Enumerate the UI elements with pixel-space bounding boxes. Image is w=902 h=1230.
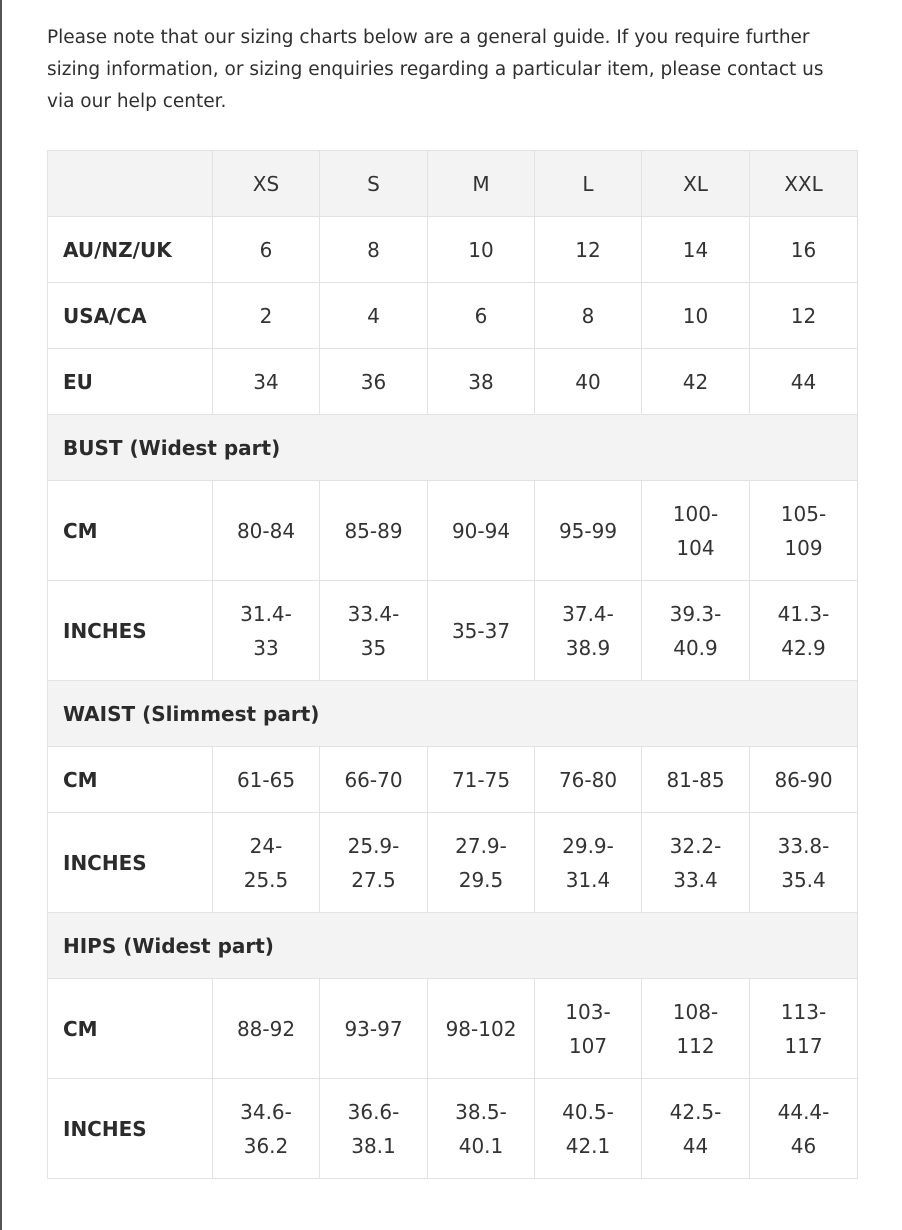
value-line: 38.9: [565, 635, 611, 660]
conversion-row: [48, 349, 858, 415]
row-label: INCHES: [48, 581, 213, 681]
value-line: 39.3-: [669, 601, 722, 626]
value-line: 81-85: [666, 767, 725, 792]
value-line: 33: [253, 635, 279, 660]
value-line: 66-70: [344, 767, 403, 792]
row-label: AU/NZ/UK: [48, 217, 213, 283]
value-line: 32.2-: [669, 833, 722, 858]
section-title: BUST (Widest part): [48, 415, 858, 481]
measurement-value-cell: [750, 481, 858, 581]
section-title: HIPS (Widest part): [48, 913, 858, 979]
conversion-row: [48, 283, 858, 349]
row-label: CM: [48, 979, 213, 1079]
value-line: 112: [676, 1033, 715, 1058]
value-line: 35: [360, 635, 387, 660]
section-header-row: [48, 681, 858, 747]
measurement-value-cell: [320, 481, 428, 581]
row-label: USA/CA: [48, 283, 213, 349]
measurement-row: [48, 813, 858, 913]
measurement-value-cell: [320, 813, 428, 913]
size-value-cell: 12: [750, 283, 858, 349]
size-value-cell: 6: [428, 283, 535, 349]
size-value-cell: 10: [428, 217, 535, 283]
value-line: 35.4: [781, 867, 826, 892]
row-label: EU: [48, 349, 213, 415]
size-header-xs: XS: [213, 151, 320, 217]
measurement-value-cell: [535, 481, 642, 581]
intro-text: Please note that our sizing charts below are a general guide. If you require further sizing information, or sizing enquiries regarding a particular item, please contact us via our help center.: [47, 27, 824, 112]
section-header-row: [48, 913, 858, 979]
value-line: 33.8-: [777, 833, 830, 858]
measurement-value-cell: [535, 747, 642, 813]
value-line: 31.4-: [240, 601, 292, 626]
size-chart-table: [47, 150, 858, 1179]
size-value-cell: 8: [535, 283, 642, 349]
size-value-cell: 10: [642, 283, 750, 349]
value-line: 42.5-: [669, 1099, 722, 1124]
value-line: 61-65: [236, 767, 296, 792]
measurement-value-cell: [213, 481, 320, 581]
value-line: 40.5-: [562, 1099, 614, 1124]
measurement-row: [48, 581, 858, 681]
measurement-value-cell: [428, 979, 535, 1079]
size-value-cell: 8: [320, 217, 428, 283]
size-value-cell: 12: [535, 217, 642, 283]
value-line: 40.1: [458, 1133, 504, 1158]
size-header-xl: XL: [642, 151, 750, 217]
value-line: 95-99: [558, 518, 618, 543]
value-line: 109: [784, 535, 823, 560]
size-value-cell: 4: [320, 283, 428, 349]
value-line: 105-: [780, 501, 827, 526]
measurement-value-cell: [428, 747, 535, 813]
value-line: 107: [568, 1033, 608, 1058]
measurement-value-cell: [535, 979, 642, 1079]
row-label: INCHES: [48, 813, 213, 913]
value-line: 100-: [672, 501, 719, 526]
measurement-value-cell: [213, 747, 320, 813]
value-line: 38.5-: [455, 1099, 507, 1124]
value-line: 25.5: [243, 867, 289, 892]
value-line: 33.4: [673, 867, 718, 892]
measurement-value-cell: [428, 581, 535, 681]
value-line: 117: [784, 1033, 823, 1058]
measurement-value-cell: [428, 1079, 535, 1179]
value-line: 25.9-: [347, 833, 400, 858]
measurement-value-cell: [642, 979, 750, 1079]
size-header-s: S: [320, 151, 428, 217]
measurement-value-cell: [535, 1079, 642, 1179]
size-value-cell: 6: [213, 217, 320, 283]
value-line: 36.2: [243, 1133, 289, 1158]
measurement-value-cell: [750, 747, 858, 813]
size-header-m: M: [428, 151, 535, 217]
size-header-row: [48, 151, 858, 217]
value-line: 42.9: [781, 635, 826, 660]
measurement-value-cell: [213, 979, 320, 1079]
size-value-cell: 40: [535, 349, 642, 415]
value-line: 86-90: [774, 767, 833, 792]
measurement-value-cell: [750, 979, 858, 1079]
value-line: 93-97: [344, 1016, 403, 1041]
value-line: 80-84: [236, 518, 296, 543]
size-chart-body: [48, 151, 858, 1179]
measurement-value-cell: [750, 1079, 858, 1179]
value-line: 104: [676, 535, 715, 560]
value-line: 37.4-: [562, 601, 614, 626]
size-value-cell: 38: [428, 349, 535, 415]
value-line: 88-92: [236, 1016, 296, 1041]
value-line: 29.9-: [562, 833, 614, 858]
value-line: 44: [682, 1133, 709, 1158]
row-label: INCHES: [48, 1079, 213, 1179]
value-line: 27.9-: [455, 833, 507, 858]
value-line: 38.1: [351, 1133, 396, 1158]
value-line: 33.4-: [347, 601, 400, 626]
value-line: 113-: [780, 999, 827, 1024]
measurement-value-cell: [535, 581, 642, 681]
measurement-value-cell: [428, 813, 535, 913]
value-line: 31.4: [565, 867, 611, 892]
measurement-value-cell: [320, 979, 428, 1079]
size-value-cell: 14: [642, 217, 750, 283]
value-line: 103-: [565, 999, 611, 1024]
value-line: 29.5: [458, 867, 504, 892]
measurement-value-cell: [642, 813, 750, 913]
measurement-value-cell: [213, 1079, 320, 1179]
size-header-xxl: XXL: [750, 151, 858, 217]
measurement-value-cell: [320, 747, 428, 813]
measurement-value-cell: [535, 813, 642, 913]
size-value-cell: 36: [320, 349, 428, 415]
value-line: 108-: [672, 999, 719, 1024]
value-line: 24-: [249, 833, 283, 858]
section-title: WAIST (Slimmest part): [48, 681, 858, 747]
measurement-value-cell: [642, 1079, 750, 1179]
size-value-cell: 42: [642, 349, 750, 415]
value-line: 41.3-: [777, 601, 830, 626]
value-line: 36.6-: [347, 1099, 400, 1124]
size-header-l: L: [535, 151, 642, 217]
measurement-row: [48, 481, 858, 581]
row-label: CM: [48, 481, 213, 581]
measurement-row: [48, 747, 858, 813]
measurement-value-cell: [750, 581, 858, 681]
size-value-cell: 44: [750, 349, 858, 415]
size-value-cell: 16: [750, 217, 858, 283]
measurement-value-cell: [213, 813, 320, 913]
value-line: 40.9: [673, 635, 718, 660]
measurement-value-cell: [320, 581, 428, 681]
measurement-value-cell: [642, 747, 750, 813]
measurement-value-cell: [642, 481, 750, 581]
header-corner-cell: [48, 151, 213, 217]
value-line: 34.6-: [240, 1099, 292, 1124]
value-line: 42.1: [565, 1133, 611, 1158]
value-line: 46: [790, 1133, 817, 1158]
measurement-value-cell: [213, 581, 320, 681]
value-line: 76-80: [558, 767, 618, 792]
row-label: CM: [48, 747, 213, 813]
page-left-border: [0, 0, 2, 1230]
value-line: 27.5: [351, 867, 396, 892]
measurement-row: [48, 1079, 858, 1179]
value-line: 44.4-: [777, 1099, 830, 1124]
section-header-row: [48, 415, 858, 481]
value-line: 90-94: [451, 518, 511, 543]
measurement-value-cell: [428, 481, 535, 581]
value-line: 98-102: [445, 1016, 517, 1041]
size-value-cell: 34: [213, 349, 320, 415]
value-line: 85-89: [344, 518, 403, 543]
measurement-value-cell: [750, 813, 858, 913]
conversion-row: [48, 217, 858, 283]
measurement-row: [48, 979, 858, 1079]
size-value-cell: 2: [213, 283, 320, 349]
measurement-value-cell: [642, 581, 750, 681]
value-line: 35-37: [451, 618, 511, 643]
measurement-value-cell: [320, 1079, 428, 1179]
value-line: 71-75: [451, 767, 511, 792]
